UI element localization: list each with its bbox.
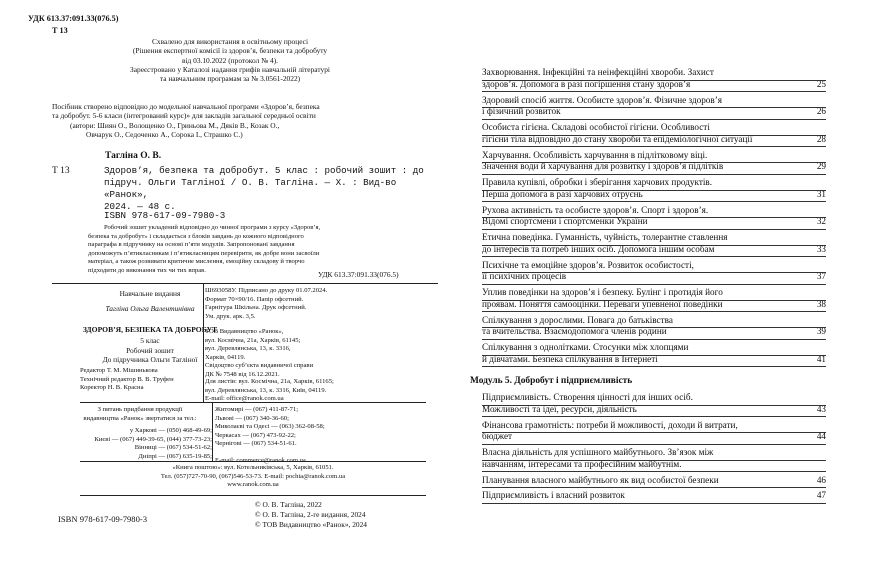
staff-line: Коректор Н. В. Красна xyxy=(80,384,144,392)
annotation-line: підходити до виконання тих чи тих вправ. xyxy=(88,266,206,274)
toc-item-text: і фізичний розвиток xyxy=(482,106,561,117)
toc-page-number: 28 xyxy=(816,133,826,144)
print-line: Ш693058У. Підписано до друку 01.07.2024. xyxy=(205,287,328,294)
toc-page-number: 47 xyxy=(816,490,826,501)
approval-line: Зареєстровано у Каталозі надання грифів навчальній літературі xyxy=(130,64,330,74)
letters-line: вул. Деревлянська, 13, к. 3316, Київ, 04119. xyxy=(205,386,327,394)
toc-page-number: 43 xyxy=(816,403,826,414)
phone-line xyxy=(215,449,415,457)
toc-divider xyxy=(482,416,826,417)
divider xyxy=(80,495,426,496)
toc-page-number: 31 xyxy=(816,188,826,199)
toc-divider xyxy=(482,311,826,312)
phone-line: Миколаєві та Одесі — (063) 362-08-58; xyxy=(215,423,325,431)
shop-line: Тел. (057)727-70-90, (067)546-53-73. E-mail: pochta@ranok.com.ua xyxy=(160,472,346,480)
toc-divider xyxy=(482,146,826,147)
manual-line: та добробут. 5-6 класи (інтегрований курс)» для закладів загальної середньої освіти xyxy=(52,111,316,121)
mail-order xyxy=(80,464,426,490)
imprint-title: ЗДОРОВ’Я, БЕЗПЕКА ТА ДОБРОБУТ xyxy=(82,325,218,334)
catalog-index: Т 13 xyxy=(52,166,70,176)
manual-line: (автори: Шиян О., Волощенко О., Гриньова М., Дяків В., Козак О., xyxy=(70,120,280,130)
annotation-line: матеріал, а також розвивати критичне мислення, емоційну складову й творчо xyxy=(88,258,305,266)
imprint-type: Робочий зошит xyxy=(126,345,174,355)
toc-item-text: й дівчатами. Безпека спілкування в Інтернеті xyxy=(482,353,658,364)
email-line: E-mail: commerce@ranok.com.ua xyxy=(215,456,306,464)
letters-address xyxy=(205,378,425,404)
toc-item[interactable] xyxy=(482,490,826,502)
divider xyxy=(52,283,438,284)
column-divider xyxy=(203,283,204,402)
annotation xyxy=(88,224,438,275)
toc-divider xyxy=(482,405,826,406)
toc-item-text: Спілкування з однолітками. Стосунки між хлопцями xyxy=(482,342,689,352)
toc-divider xyxy=(482,284,826,285)
print-details xyxy=(205,287,405,321)
annotation-line: безпека та добробут» і складається з блоків завдань до кожного відповідного xyxy=(88,232,304,240)
purchase-line: видавництва «Ранок» звертатися за тел.: xyxy=(83,414,197,422)
toc-divider xyxy=(482,432,826,433)
approval-block xyxy=(80,37,380,83)
toc-divider xyxy=(482,487,826,488)
toc-page-number: 29 xyxy=(816,161,826,172)
toc-item-text: Власна діяльність для успішного майбутнього. Зв’язок між xyxy=(482,447,714,457)
toc-item-text: проявам. Поняття самооцінки. Переваги упевненої поведінки xyxy=(482,298,723,309)
toc-item-text: Харчування. Особливість харчування в підлітковому віці. xyxy=(482,149,708,160)
publisher-line: вул. Деревлянська, 13, к. 3316, xyxy=(205,345,291,353)
imprint-textbook: До підручника Ольги Тагліної xyxy=(102,355,198,365)
toc-divider xyxy=(482,339,826,340)
phone-line: Чернігові — (067) 534-51-61. xyxy=(215,440,297,448)
print-line: Ум. друк. арк. 3,5. xyxy=(205,312,256,320)
toc-divider xyxy=(482,201,826,202)
imprint-grade: 5 клас xyxy=(140,336,160,345)
divider xyxy=(80,461,426,462)
toc-divider xyxy=(482,119,826,120)
toc-divider xyxy=(482,460,826,461)
toc-item-text: Уплив поведінки на здоров’я і безпеку. Булінг і протидія його xyxy=(482,287,723,297)
phone-line: у Харкові — (050) 468-49-69; xyxy=(129,427,212,434)
toc-page-number: 32 xyxy=(816,216,826,227)
phones-right xyxy=(215,406,415,465)
toc-item-text: гігієни тіла відповідно до стану хвороби та епідеміологічної ситуації xyxy=(482,133,753,144)
toc-divider xyxy=(482,366,826,367)
publisher-line: вул. Космічна, 21а, Харків, 61145; xyxy=(205,336,301,344)
annotation-line: Робочий зошит укладений відповідно до чинної програми з курсу «Здоров’я, xyxy=(104,224,321,231)
toc-item-text: навчанням, інтересами та професійним майбутнім. xyxy=(482,458,682,469)
toc-item-text: Фінансова грамотність: потреби й можливості, доходи й витрати, xyxy=(482,419,738,430)
toc-item-text: Рухова активність та особисте здоров’я. Спорт і здоров’я. xyxy=(482,204,709,215)
toc-divider xyxy=(482,471,826,472)
copyright xyxy=(255,500,455,530)
toc-item-text: Підприємливість і власний розвиток xyxy=(482,490,625,501)
toc-divider xyxy=(482,245,826,246)
author-heading: Тагліна О. В. xyxy=(105,151,162,161)
publisher-line: ТОВ Видавництво «Ранок», xyxy=(205,328,284,335)
approval-line: та навчальним програмам за № 3.0561-2022) xyxy=(159,74,301,83)
phone-line: Дніпрі — (067) 635-19-85; xyxy=(138,452,212,460)
phones-left xyxy=(62,427,212,461)
toc-page-number: 33 xyxy=(816,243,826,254)
toc-divider xyxy=(482,80,826,81)
phone-line: Вінниці — (067) 534-51-62; xyxy=(134,444,212,452)
divider xyxy=(80,402,426,403)
staff-line: Технічний редактор В. В. Труфен xyxy=(80,375,174,383)
imprint-author: Тагліна Ольга Валентинівна xyxy=(105,304,195,313)
toc-item-text: Здоровий спосіб життя. Особисте здоров’я. Фізичне здоров’я xyxy=(482,94,723,105)
toc-divider xyxy=(482,162,826,163)
toc-item-text: Перша допомога в разі харчових отруєнь xyxy=(482,188,643,199)
module-heading: Модуль 5. Добробут і підприємливість xyxy=(470,376,633,386)
toc-item-text: Психічне та емоційне здоров’я. Розвиток особистості, xyxy=(482,259,694,270)
biblio-line: підруч. Ольги Тагліної / О. В. Тагліна. — Х. : Вид-во «Ранок», xyxy=(104,176,397,200)
toc-divider xyxy=(482,272,826,273)
toc-page-number: 39 xyxy=(816,326,826,337)
letters-line: E-mail: office@ranok.com.ua xyxy=(205,395,284,403)
toc-item-text: до інтересів та потреб інших осіб. Допомога іншим особам xyxy=(482,243,715,254)
biblio-line: Здоров’я, безпека та добробут. 5 клас : робочий зошит : до xyxy=(104,165,424,176)
biblio-line: 2024. — 48 с. xyxy=(104,200,176,212)
print-line: Формат 70×90/16. Папір офсетний. xyxy=(205,295,304,303)
phone-line: Львові — (067) 340-36-60; xyxy=(215,414,289,422)
purchase-note xyxy=(70,406,210,423)
phone-line: Черкасах — (067) 473-92-22; xyxy=(215,431,296,439)
manual-note xyxy=(52,102,432,139)
toc-item[interactable] xyxy=(482,475,826,487)
toc-item-text: Планування власного майбутнього як вид особистої безпеки xyxy=(482,474,719,485)
manual-line: Овчарук О., Седоченко А., Сорока І., Страшко С.) xyxy=(86,129,243,139)
toc-page-number: 25 xyxy=(816,78,826,89)
print-line: Гарнітура Шкільна. Друк офсетний. xyxy=(205,304,307,312)
toc-item-text: та вчительства. Взаємодопомога членів родини xyxy=(482,326,667,337)
toc-divider xyxy=(482,503,826,504)
toc-item-text: Спілкування з дорослими. Повага до батьківства xyxy=(482,314,673,325)
copyright-line: © О. В. Тагліна, 2-ге видання, 2024 xyxy=(255,509,366,519)
toc-item-text: Правила купівлі, обробки і зберігання харчових продуктів. xyxy=(482,177,713,187)
publisher-line: ДК № 7548 від 16.12.2021. xyxy=(205,370,280,378)
publisher-line: Свідоцтво суб’єкта видавничої справи xyxy=(205,362,314,370)
toc-page-number: 26 xyxy=(816,106,826,117)
column-divider xyxy=(212,402,213,461)
isbn-bottom: ISBN 978-617-09-7980-3 xyxy=(58,514,148,524)
copyright-line: © ТОВ Видавництво «Ранок», 2024 xyxy=(255,519,367,529)
toc-item-text: бюджет xyxy=(482,431,513,442)
toc-divider xyxy=(482,300,826,301)
toc-divider xyxy=(482,190,826,191)
toc-page-number: 46 xyxy=(816,474,826,485)
udk-code-bottom: УДК 613.37:091.33(076.5) xyxy=(318,270,399,279)
publisher-details xyxy=(205,328,405,379)
toc-item-text: Відомі спортсмени і спортсменки України xyxy=(482,216,648,227)
publisher-line: Харків, 04119. xyxy=(205,353,246,361)
phone-line: Житомирі — (067) 411-87-71; xyxy=(215,406,299,413)
toc-divider xyxy=(482,444,826,445)
toc-item-text: Етична поведінка. Гуманність, чуйність, толерантне ставлення xyxy=(482,232,728,242)
toc-page-number: 41 xyxy=(816,353,826,364)
shop-line: «Книга поштою»: вул. Котельниківська, 5, Харків, 61051. xyxy=(172,464,334,471)
toc-divider xyxy=(482,355,826,356)
toc-divider xyxy=(482,256,826,257)
udk-code-top: УДК 613.37:091.33(076.5) xyxy=(28,14,119,23)
toc-page-number: 44 xyxy=(816,431,826,442)
shop-line: www.ranok.com.ua xyxy=(227,481,279,489)
copyright-line: © О. В. Тагліна, 2022 xyxy=(255,500,322,509)
annotation-line: допоможуть п’ятикласникам і п’ятикласницям перевірити, як добре вони засвоїли xyxy=(88,249,320,257)
phone-line: Києві — (067) 449-39-65, (044) 377-73-23; xyxy=(94,435,212,443)
imprint-label: Навчальне видання xyxy=(119,289,181,298)
bibliographic-record xyxy=(104,165,444,213)
approval-line: від 03.10.2022 (протокол № 4). xyxy=(181,55,279,65)
isbn: ISBN 978-617-09-7980-3 xyxy=(104,210,226,221)
toc-item-text: Підприємливість. Створення цінності для інших осіб. xyxy=(482,392,693,402)
toc-item-text: Особиста гігієна. Складові особистої гігієни. Особливості xyxy=(482,122,710,132)
toc-item-text: її психічних процесів xyxy=(482,271,567,282)
toc-page-number: 37 xyxy=(816,271,826,282)
toc-divider xyxy=(482,217,826,218)
toc-divider xyxy=(482,174,826,175)
toc-item-text: Значення води й харчування для розвитку і здоров’я підлітків xyxy=(482,161,724,172)
toc-divider xyxy=(482,135,826,136)
toc-page-number: 38 xyxy=(816,298,826,309)
toc-divider xyxy=(482,107,826,108)
toc-divider xyxy=(482,91,826,92)
purchase-line: З питань придбання продукції xyxy=(97,406,183,413)
catalog-index-top: Т 13 xyxy=(52,26,68,35)
approval-line: Схвалено для використання в освітньому процесі xyxy=(151,37,309,46)
toc-divider xyxy=(482,229,826,230)
letters-line: Для листів: вул. Космічна, 21а, Харків, 61165; xyxy=(205,378,334,385)
toc-divider xyxy=(482,327,826,328)
annotation-line: параграфа в підручнику на основі п’яти модулів. Запропоновані завдання xyxy=(88,241,295,249)
toc-item-text: здоров’я. Допомога в разі погіршення стану здоров’я xyxy=(482,78,691,89)
approval-line: (Рішення експертної комісії із здоров’я, безпеки та добробуту xyxy=(132,46,328,56)
toc-item-text: Захворювання. Інфекційні та неінфекційні хвороби. Захист xyxy=(482,67,714,77)
staff-line: Редактор Т. М. Мішинькова xyxy=(80,367,158,374)
manual-line: Посібник створено відповідно до модельної навчальної програми «Здоров’я, безпека xyxy=(52,102,320,111)
toc-item-text: Можливості та ідеї, ресурси, діяльність xyxy=(482,403,637,414)
